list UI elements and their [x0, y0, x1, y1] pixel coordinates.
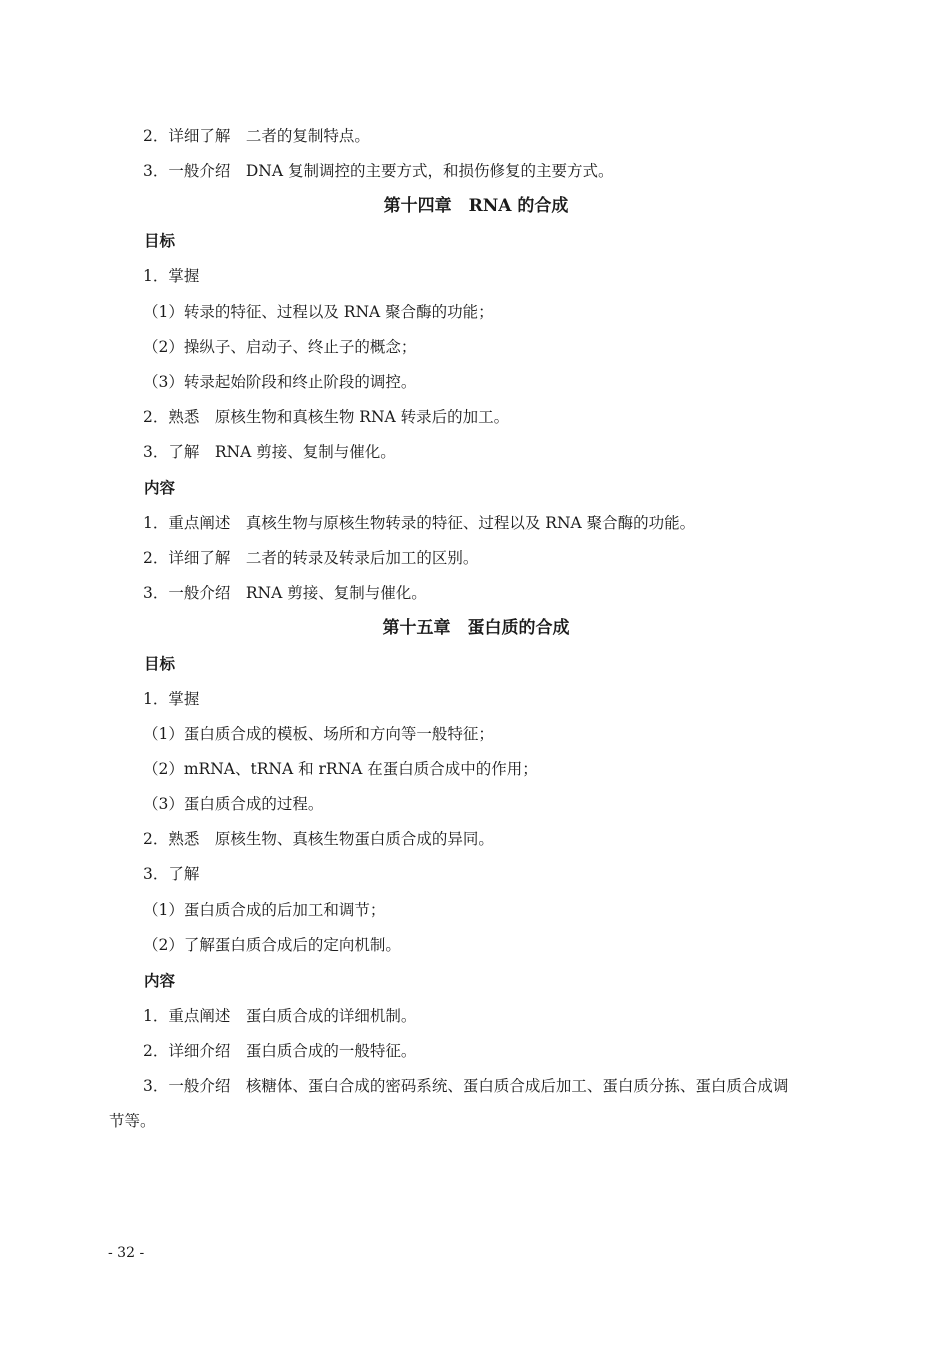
list-item: 2．熟悉 原核生物和真核生物 RNA 转录后的加工。: [143, 408, 510, 426]
list-item: 3．一般介绍 核糖体、蛋白合成的密码系统、蛋白质合成后加工、蛋白质分拣、蛋白质合成调: [143, 1077, 789, 1095]
list-item: （1）蛋白质合成的模板、场所和方向等一般特征；: [143, 725, 494, 743]
list-item: 2．详细了解 二者的转录及转录后加工的区别。: [143, 549, 479, 567]
list-item: 1．重点阐述 真核生物与原核生物转录的特征、过程以及 RNA 聚合酶的功能。: [143, 514, 696, 532]
list-item: （2）操纵子、启动子、终止子的概念；: [143, 338, 417, 356]
list-item: 1．掌握: [143, 690, 200, 708]
goals-label: 目标: [144, 231, 176, 250]
list-item: 1．重点阐述 蛋白质合成的详细机制。: [143, 1007, 417, 1025]
list-item: 3．了解 RNA 剪接、复制与催化。: [143, 443, 396, 461]
list-item: （3）蛋白质合成的过程。: [143, 795, 324, 813]
content-label: 内容: [144, 478, 176, 497]
list-item: （1）转录的特征、过程以及 RNA 聚合酶的功能；: [143, 303, 494, 321]
chapter-14-title: 第十四章 RNA 的合成: [383, 196, 569, 216]
list-item: 3．了解: [143, 865, 200, 883]
list-item: 1．掌握: [143, 267, 200, 285]
list-item: 2．熟悉 原核生物、真核生物蛋白质合成的异同。: [143, 830, 494, 848]
chapter-15-title: 第十五章 蛋白质的合成: [382, 618, 570, 638]
list-item: （1）蛋白质合成的后加工和调节；: [143, 901, 386, 919]
list-item: 3．一般介绍 RNA 剪接、复制与催化。: [143, 584, 427, 602]
text-line: 2．详细了解 二者的复制特点。: [143, 127, 370, 145]
list-item: （3）转录起始阶段和终止阶段的调控。: [143, 373, 417, 391]
list-item: 2．详细介绍 蛋白质合成的一般特征。: [143, 1042, 417, 1060]
content-label: 内容: [144, 971, 176, 990]
page-number: - 32 -: [108, 1245, 145, 1261]
list-item: （2）mRNA、tRNA 和 rRNA 在蛋白质合成中的作用；: [143, 760, 538, 778]
list-item-continuation: 节等。: [109, 1112, 156, 1130]
list-item: （2）了解蛋白质合成后的定向机制。: [143, 936, 401, 954]
text-line: 3．一般介绍 DNA 复制调控的主要方式，和损伤修复的主要方式。: [143, 162, 614, 180]
goals-label: 目标: [144, 654, 176, 673]
